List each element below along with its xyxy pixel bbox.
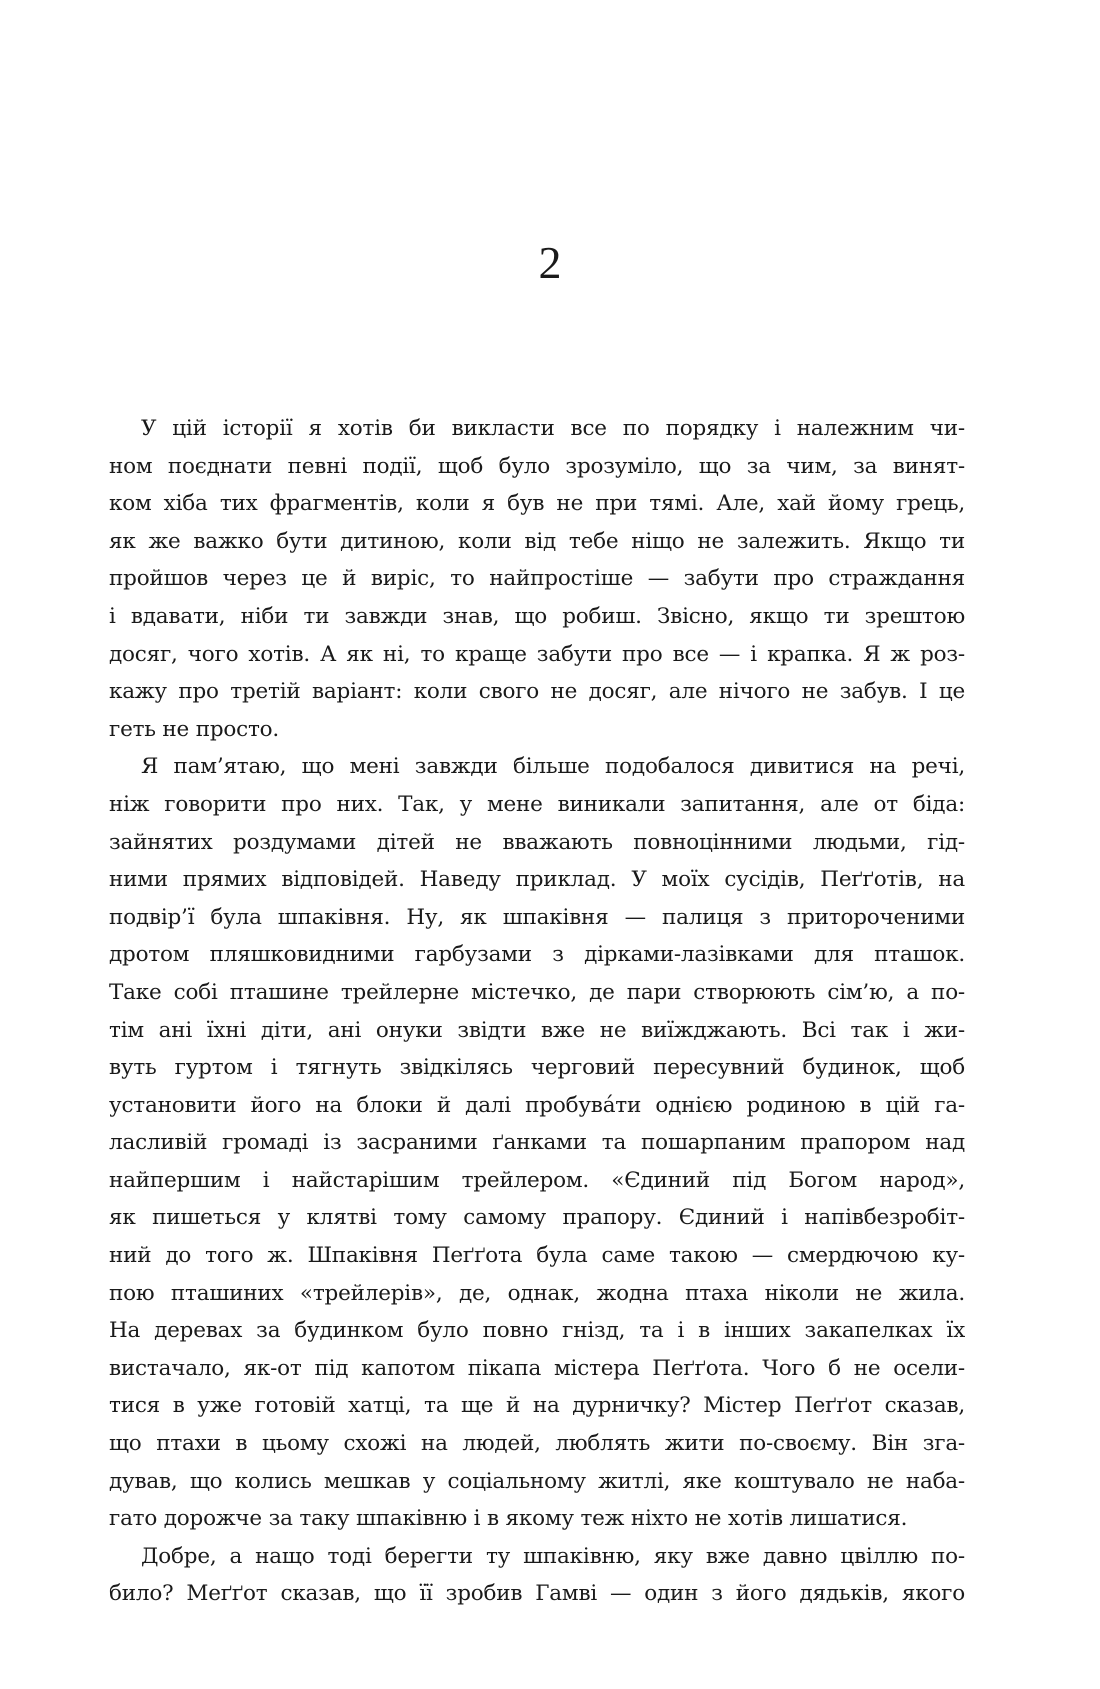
chapter-number: 2 xyxy=(538,237,562,288)
text-line: ласливій громаді із засраними ґанками та пошарпаним прапором над xyxy=(109,1130,965,1156)
text-line: Добре, а нащо тоді берегти ту шпаківню, яку вже давно цвіллю по- xyxy=(141,1543,965,1569)
paragraph xyxy=(109,748,965,1537)
text-line: било? Меґґот сказав, що її зробив Гамві — один з його дядьків, якого xyxy=(109,1581,965,1607)
text-line: подвір’ї була шпаківня. Ну, як шпаківня — палиця з притороченими xyxy=(109,904,965,930)
text-line: як пишеться у клятві тому самому прапору. Єдиний і напівбезробіт- xyxy=(109,1205,965,1231)
text-line: гато дорожче за таку шпаківню і в якому теж ніхто не хотів лишатися. xyxy=(109,1506,908,1532)
text-line: ніж говорити про них. Так, у мене виникали запитання, але от біда: xyxy=(109,791,965,817)
text-line: тися в уже готовій хатці, та ще й на дурничку? Містер Пеґґот сказав, xyxy=(109,1393,965,1419)
text-line: У цій історії я хотів би викласти все по порядку і належним чи- xyxy=(141,416,965,441)
text-line: ними прямих відповідей. Наведу приклад. У моїх сусідів, Пеґґотів, на xyxy=(109,867,965,893)
text-line: кажу про третій варіант: коли свого не досяг, але нічого не забув. І це xyxy=(109,679,965,705)
text-line: вистачало, як-от під капотом пікапа містера Пеґґота. Чого б не осели- xyxy=(109,1355,965,1381)
text-line: що птахи в цьому схожі на людей, люблять жити по-своєму. Він зга- xyxy=(109,1431,965,1457)
body-text xyxy=(109,410,965,1613)
text-line: пою пташиних «трейлерів», де, однак, жодна птаха ніколи не жила. xyxy=(109,1280,965,1306)
text-line: ком хіба тих фрагментів, коли я був не при тямі. Але, хай йому грець, xyxy=(109,491,965,517)
text-line: Таке собі пташине трейлерне містечко, де пари створюють сім’ю, а по- xyxy=(109,979,965,1005)
text-line: пройшов через це й виріс, то найпростіше — забути про страждання xyxy=(109,566,965,592)
text-line: зайнятих роздумами дітей не вважають повноцінними людьми, гід- xyxy=(109,829,965,855)
text-line: вуть гуртом і тягнуть звідкілясь черговий пересувний будинок, щоб xyxy=(109,1055,965,1081)
text-line: тім ані їхні діти, ані онуки звідти вже не виїжджають. Всі так і жи- xyxy=(109,1017,965,1043)
text-line: і вдавати, ніби ти завжди знав, що робиш. Звісно, якщо ти зрештою xyxy=(109,603,965,629)
paragraph xyxy=(109,410,965,748)
text-line: найпершим і найстарішим трейлером. «Єдиний під Богом народ», xyxy=(109,1167,965,1193)
text-line: досяг, чого хотів. А як ні, то краще забути про все — і крапка. Я ж роз- xyxy=(109,641,965,667)
text-line: як же важко бути дитиною, коли від тебе ніщо не залежить. Якщо ти xyxy=(109,528,965,554)
text-line: Я пам’ятаю, що мені завжди більше подобалося дивитися на речі, xyxy=(141,754,965,780)
paragraph xyxy=(109,1538,965,1613)
text-line: дував, що колись мешкав у соціальному житлі, яке коштувало не наба- xyxy=(109,1468,965,1494)
text-line: дротом пляшковидними гарбузами з дірками-лазівками для пташок. xyxy=(109,942,965,968)
text-line: ном поєднати певні події, щоб було зрозуміло, що за чим, за винят- xyxy=(109,453,965,479)
text-line: ний до того ж. Шпаківня Пеґґота була саме такою — смердючою ку- xyxy=(109,1243,965,1269)
text-line: установити його на блоки й далі пробува́ти однією родиною в цій га- xyxy=(109,1092,965,1118)
text-line: На деревах за будинком було повно гнізд, та і в інших закапелках їх xyxy=(109,1318,965,1344)
text-line: геть не просто. xyxy=(109,716,280,742)
